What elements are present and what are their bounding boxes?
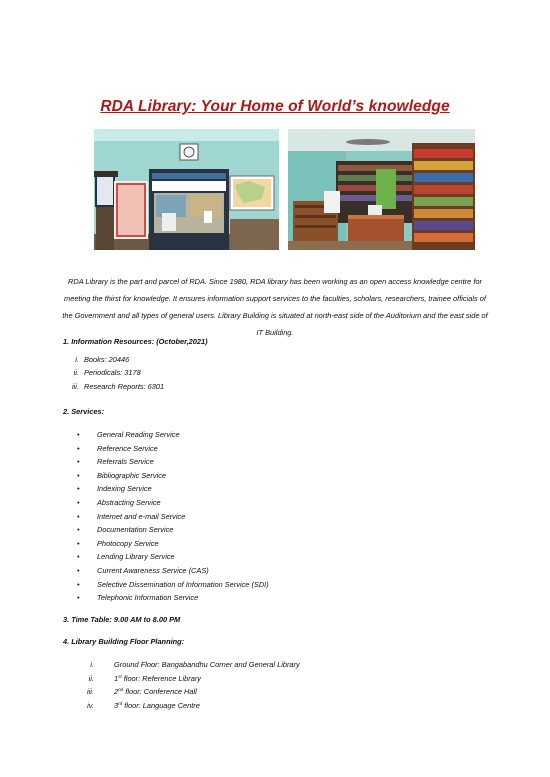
item-number: iii.: [87, 687, 94, 697]
item-text: Telephonic Information Service: [97, 593, 199, 603]
ordinal-number: 3: [114, 700, 119, 710]
intro-paragraph: RDA Library is the part and parcel of RDA. Since 1980, RDA library has been working as an open access knowledge centre for meeting the thirst for knowledge. It ensures information support services to the faculties, scholars, researchers, trainee officials of the Government and all types of general users. Library Building is situated at north-east side of the Auditorium and the east side of IT Building.: [62, 277, 488, 337]
floor-description: floor: Language Centre: [122, 700, 200, 710]
item-text: Photocopy Service: [97, 538, 159, 548]
bullet: •: [77, 579, 80, 589]
floor-description: floor: Reference Library: [121, 673, 201, 683]
bullet: •: [77, 430, 80, 439]
item-text: Periodicals: 3178: [84, 368, 141, 378]
bullet: •: [77, 511, 80, 521]
item-text: Ground Floor: Bangabandhu Corner and General Library: [114, 660, 300, 669]
item-number: iv.: [87, 700, 94, 710]
ordinal-suffix: nd: [118, 687, 124, 693]
item-text: Selective Dissemination of Information Service (SDI): [97, 579, 269, 589]
item-text: Current Awareness Service (CAS): [97, 565, 209, 575]
item-text: Internet and e-mail Service: [97, 511, 186, 521]
item-number: i.: [90, 660, 94, 669]
item-number: ii.: [73, 368, 79, 378]
bullet: •: [77, 457, 80, 467]
item-text: Books: 20446: [84, 355, 130, 364]
section-time-table-heading: 3. Time Table: 9.00 AM to 8.00 PM: [63, 615, 181, 624]
bullet: •: [77, 497, 80, 507]
item-number: iii.: [72, 381, 79, 391]
ordinal-suffix: st: [118, 673, 122, 679]
item-text: Research Reports: 6301: [84, 381, 165, 391]
ordinal-number: 1: [114, 673, 119, 683]
item-text: [114, 674, 201, 683]
item-number: ii.: [88, 673, 94, 683]
item-text: [114, 701, 200, 710]
item-text: Referrals Service: [97, 457, 154, 467]
item-text: General Reading Service: [97, 430, 180, 439]
section-information-resources-heading: 1. Information Resources: (October,2021): [63, 337, 208, 346]
section-floor-planning-heading: 4. Library Building Floor Planning:: [63, 637, 185, 646]
bullet: •: [77, 470, 80, 480]
bullet: •: [77, 484, 80, 494]
item-text: [114, 687, 197, 696]
item-text: Indexing Service: [97, 484, 152, 494]
ordinal-suffix: rd: [118, 700, 123, 706]
document-title: RDA Library: Your Home of World’s knowledge: [100, 98, 450, 115]
bullet: •: [77, 443, 80, 453]
library-entrance-photo: [94, 129, 279, 250]
floor-description: floor: Conference Hall: [123, 687, 197, 697]
item-text: Bibliographic Service: [97, 470, 167, 480]
item-text: Documentation Service: [97, 525, 174, 535]
bullet: •: [77, 538, 80, 548]
bullet: •: [77, 565, 80, 575]
section-services-heading: 2. Services:: [63, 407, 105, 416]
item-text: Lending Library Service: [97, 552, 175, 562]
ordinal-number: 2: [114, 687, 119, 697]
item-text: Abstracting Service: [97, 497, 161, 507]
bullet: •: [77, 552, 80, 562]
reading-room-photo: [288, 129, 475, 250]
item-number: i.: [75, 355, 79, 364]
bullet: •: [77, 593, 80, 603]
item-text: Reference Service: [97, 443, 158, 453]
bullet: •: [77, 525, 80, 535]
